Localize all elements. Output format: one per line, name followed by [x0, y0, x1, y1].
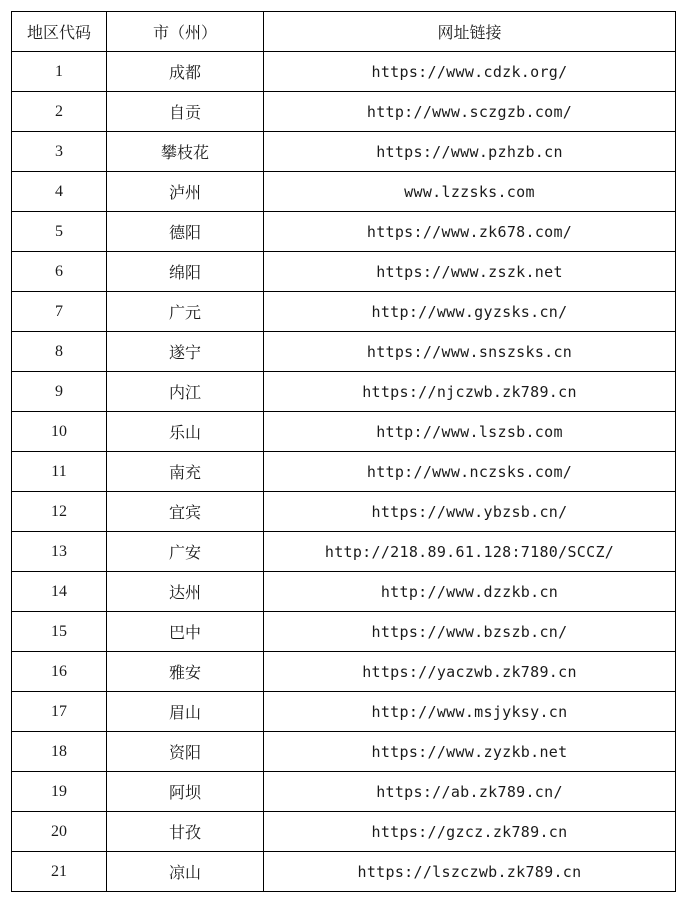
- region-code-cell: 3: [12, 132, 107, 172]
- table-row: [12, 812, 676, 852]
- table-row: [12, 212, 676, 252]
- table-row: [12, 852, 676, 892]
- website-url-cell[interactable]: https://www.zyzkb.net: [264, 732, 676, 772]
- region-code-cell: 14: [12, 572, 107, 612]
- city-name-cell: 阿坝: [107, 772, 264, 812]
- website-url-cell[interactable]: http://www.dzzkb.cn: [264, 572, 676, 612]
- table-row: [12, 172, 676, 212]
- website-url-cell[interactable]: https://ab.zk789.cn/: [264, 772, 676, 812]
- city-name-cell: 德阳: [107, 212, 264, 252]
- website-url-cell[interactable]: http://218.89.61.128:7180/SCCZ/: [264, 532, 676, 572]
- region-code-cell: 8: [12, 332, 107, 372]
- website-url-cell[interactable]: https://yaczwb.zk789.cn: [264, 652, 676, 692]
- city-name-cell: 资阳: [107, 732, 264, 772]
- city-name-cell: 凉山: [107, 852, 264, 892]
- region-code-cell: 10: [12, 412, 107, 452]
- region-code-cell: 15: [12, 612, 107, 652]
- region-code-cell: 18: [12, 732, 107, 772]
- table-row: [12, 252, 676, 292]
- table-header-row: [12, 12, 676, 52]
- table-row: [12, 92, 676, 132]
- website-url-cell[interactable]: https://njczwb.zk789.cn: [264, 372, 676, 412]
- website-url-cell[interactable]: http://www.nczsks.com/: [264, 452, 676, 492]
- website-url-cell[interactable]: https://www.zk678.com/: [264, 212, 676, 252]
- table-row: [12, 372, 676, 412]
- table-row: [12, 612, 676, 652]
- city-name-cell: 达州: [107, 572, 264, 612]
- table-row: [12, 492, 676, 532]
- region-code-cell: 19: [12, 772, 107, 812]
- region-code-cell: 5: [12, 212, 107, 252]
- table-row: [12, 532, 676, 572]
- city-name-cell: 广元: [107, 292, 264, 332]
- region-url-table-container: [11, 11, 676, 892]
- region-code-cell: 9: [12, 372, 107, 412]
- header-url: 网址链接: [264, 12, 676, 52]
- website-url-cell[interactable]: https://www.zszk.net: [264, 252, 676, 292]
- region-code-cell: 1: [12, 52, 107, 92]
- website-url-cell[interactable]: http://www.lszsb.com: [264, 412, 676, 452]
- website-url-cell[interactable]: http://www.gyzsks.cn/: [264, 292, 676, 332]
- region-code-cell: 17: [12, 692, 107, 732]
- region-code-cell: 2: [12, 92, 107, 132]
- table-row: [12, 652, 676, 692]
- city-name-cell: 巴中: [107, 612, 264, 652]
- region-code-cell: 7: [12, 292, 107, 332]
- website-url-cell[interactable]: https://www.ybzsb.cn/: [264, 492, 676, 532]
- table-row: [12, 452, 676, 492]
- website-url-cell[interactable]: https://www.cdzk.org/: [264, 52, 676, 92]
- city-name-cell: 自贡: [107, 92, 264, 132]
- city-name-cell: 乐山: [107, 412, 264, 452]
- website-url-cell[interactable]: https://gzcz.zk789.cn: [264, 812, 676, 852]
- table-row: [12, 132, 676, 172]
- city-name-cell: 甘孜: [107, 812, 264, 852]
- region-code-cell: 21: [12, 852, 107, 892]
- region-code-cell: 11: [12, 452, 107, 492]
- table-row: [12, 572, 676, 612]
- city-name-cell: 遂宁: [107, 332, 264, 372]
- city-name-cell: 宜宾: [107, 492, 264, 532]
- header-city: 市（州）: [107, 12, 264, 52]
- city-name-cell: 眉山: [107, 692, 264, 732]
- website-url-cell[interactable]: www.lzzsks.com: [264, 172, 676, 212]
- city-name-cell: 雅安: [107, 652, 264, 692]
- table-row: [12, 52, 676, 92]
- website-url-cell[interactable]: https://www.pzhzb.cn: [264, 132, 676, 172]
- region-code-cell: 6: [12, 252, 107, 292]
- website-url-cell[interactable]: https://www.bzszb.cn/: [264, 612, 676, 652]
- website-url-cell[interactable]: http://www.msjyksy.cn: [264, 692, 676, 732]
- table-row: [12, 692, 676, 732]
- city-name-cell: 绵阳: [107, 252, 264, 292]
- region-code-cell: 4: [12, 172, 107, 212]
- table-row: [12, 732, 676, 772]
- city-name-cell: 成都: [107, 52, 264, 92]
- city-name-cell: 南充: [107, 452, 264, 492]
- region-url-table: [11, 11, 676, 892]
- table-row: [12, 332, 676, 372]
- city-name-cell: 广安: [107, 532, 264, 572]
- table-row: [12, 412, 676, 452]
- table-body: [12, 52, 676, 892]
- website-url-cell[interactable]: https://www.snszsks.cn: [264, 332, 676, 372]
- website-url-cell[interactable]: https://lszczwb.zk789.cn: [264, 852, 676, 892]
- region-code-cell: 13: [12, 532, 107, 572]
- table-row: [12, 292, 676, 332]
- city-name-cell: 内江: [107, 372, 264, 412]
- header-region-code: 地区代码: [12, 12, 107, 52]
- website-url-cell[interactable]: http://www.sczgzb.com/: [264, 92, 676, 132]
- region-code-cell: 20: [12, 812, 107, 852]
- table-row: [12, 772, 676, 812]
- region-code-cell: 12: [12, 492, 107, 532]
- city-name-cell: 攀枝花: [107, 132, 264, 172]
- region-code-cell: 16: [12, 652, 107, 692]
- city-name-cell: 泸州: [107, 172, 264, 212]
